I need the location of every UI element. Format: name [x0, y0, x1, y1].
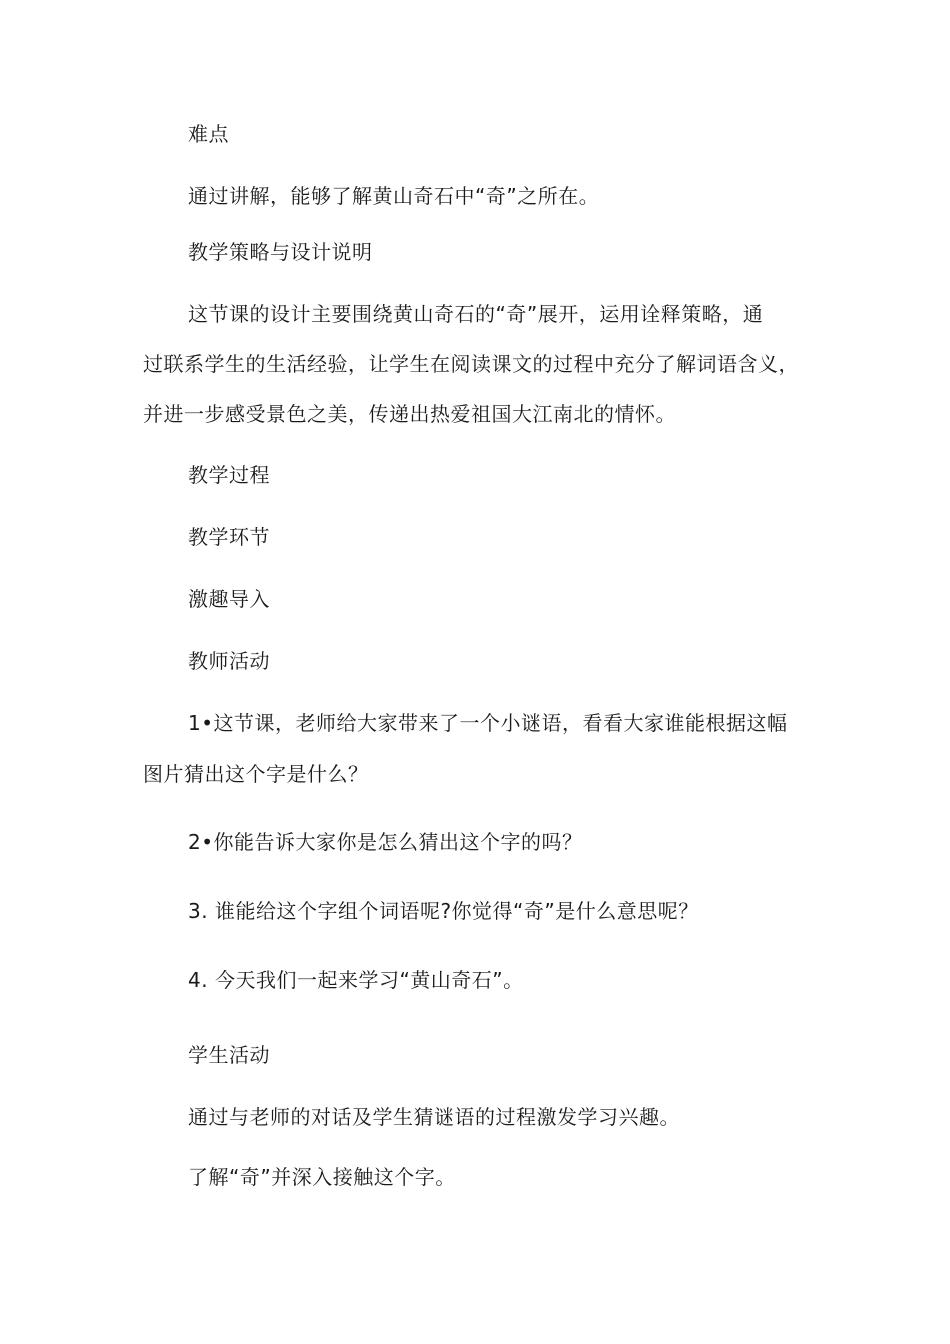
heading-teacher-activity: 教师活动 — [188, 649, 270, 673]
heading-student-activity: 学生活动 — [188, 1043, 270, 1067]
teacher-item-3: 3. 谁能给这个字组个词语呢?你觉得“奇”是什么意思呢？ — [188, 899, 699, 923]
paragraph-difficulty: 通过讲解，能够了解黄山奇石中“奇”之所在。 — [188, 184, 600, 208]
student-item-2: 了解“奇”并深入接触这个字。 — [188, 1165, 456, 1189]
paragraph-strategy-line-2: 过联系学生的生活经验，让学生在阅读课文的过程中充分了解词语含义， — [143, 352, 799, 376]
heading-stage: 教学环节 — [188, 525, 270, 549]
teacher-item-1-line-1: 1•这节课，老师给大家带来了一个小谜语，看看大家谁能根据这幅 — [188, 711, 788, 735]
teacher-item-4: 4. 今天我们一起来学习“黄山奇石”。 — [188, 968, 524, 992]
paragraph-strategy-line-3: 并进一步感受景色之美，传递出热爱祖国大江南北的情怀。 — [143, 402, 676, 426]
student-item-1: 通过与老师的对话及学生猜谜语的过程激发学习兴趣。 — [188, 1105, 680, 1129]
heading-intro: 激趣导入 — [188, 587, 270, 611]
heading-strategy: 教学策略与设计说明 — [188, 240, 373, 264]
heading-process: 教学过程 — [188, 463, 270, 487]
teacher-item-1-line-2: 图片猜出这个字是什么？ — [143, 762, 369, 786]
heading-difficulty: 难点 — [188, 122, 229, 146]
teacher-item-2: 2•你能告诉大家你是怎么猜出这个字的吗？ — [188, 830, 583, 854]
paragraph-strategy-line-1: 这节课的设计主要围绕黄山奇石的“奇”展开，运用诠释策略，通 — [188, 302, 764, 326]
